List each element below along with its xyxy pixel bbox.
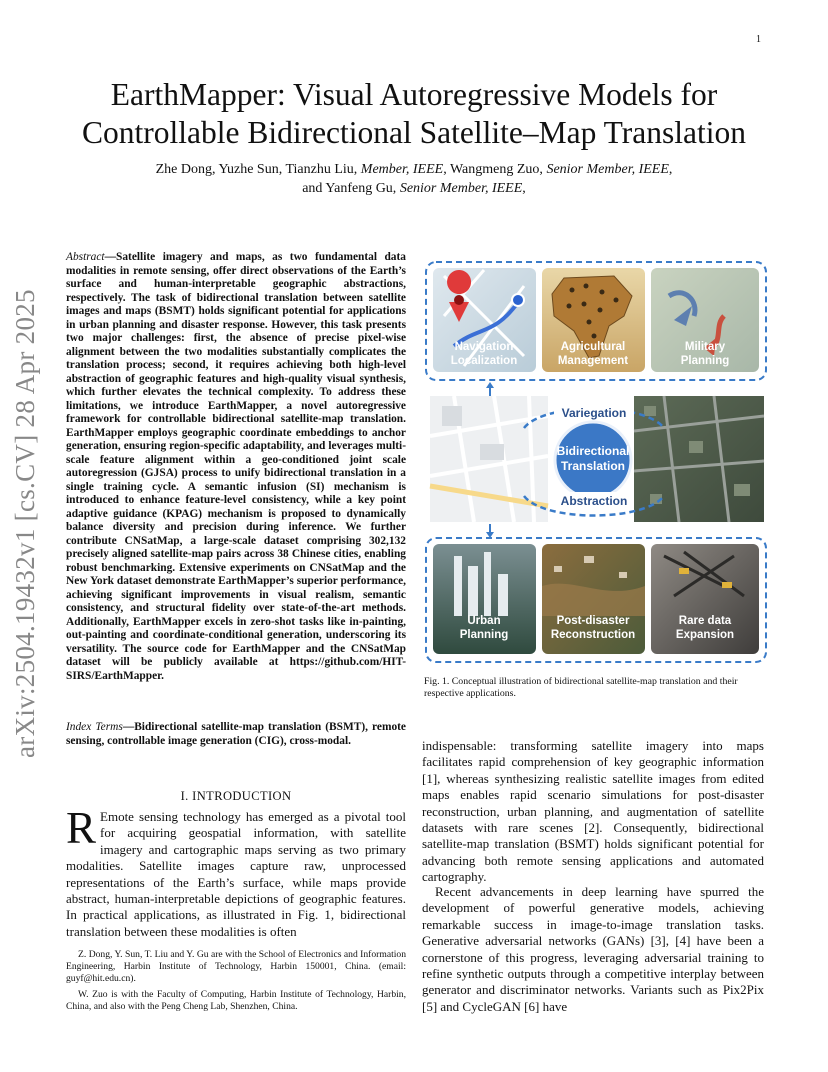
abstract-lead: Abstract [66,251,105,263]
center-satellite-tile [634,396,764,522]
figure-caption: Fig. 1. Conceptual illustration of bidirectional satellite-map translation and their respective applications. [424,676,738,699]
author-role: Senior Member, IEEE [399,181,523,196]
abstraction-label: Abstraction [560,494,628,508]
tile-label-line1: Navigation [454,341,514,353]
author-names-c: and Yanfeng Gu, [302,181,400,196]
intro-text: Emote sensing technology has emerged as a pivotal tool for acquiring geospatial information, with satellite imagery and cartographic maps serving as two primary modalities. Satellite images capture raw, unprocessed representations of the Earth’s surface, while maps provide abstract, human-interpretable depictions of geographic features. In practical applications, as illustrated in Fig. 1, bidirectional translation between these modalities is often [66,809,406,939]
tile-label-line1: Post-disaster [556,615,630,627]
title-line-1: EarthMapper: Visual Autoregressive Models for [110,77,718,112]
author-role: Member, IEEE [360,162,444,177]
tile-label-line1: Agricultural [560,341,626,353]
author-role: Senior Member, IEEE [546,162,669,177]
tile-label-line2: Planning [680,355,730,367]
arxiv-watermark: arXiv:2504.19432v1 [cs.CV] 28 Apr 2025 [10,289,40,758]
variegation-label: Variegation [561,406,627,420]
author-line-1 [60,160,768,179]
navigation-arrow-icon [512,294,524,306]
tile-label-line2: Management [557,355,629,367]
tile-label-line1: Rare data [678,615,732,627]
tile-navigation [433,268,536,372]
index-terms-lead: Index Terms [66,721,123,733]
tile-military [651,268,759,372]
author-list [60,160,768,198]
author-punct: , [522,181,526,196]
footnotes [66,949,406,1017]
tile-label-line1: Urban [467,615,501,627]
center-map-tile [430,396,548,522]
section-heading: I. INTRODUCTION [180,789,292,803]
right-column-paragraph-2: Recent advancements in deep learning have spurred the development of powerful generative models, achieving remarkable success in image-to-image translation tasks. Generative adversarial networks (GANs) [3], [4] have been a cornerstone of this progress, leveraging adversarial training to refine synthetic outputs through a competitive interplay between generator and discriminator networks. Variants such as Pix2Pix [5] and CycleGAN [6] have [422,884,764,1014]
tile-label-line2: Localization [450,355,518,367]
page-number: 1 [756,34,761,45]
right-column-paragraph-1: indispensable: transforming satellite imagery into maps facilitates rapid comprehension of key geographic information [1], whereas synthesizing realistic satellite images from edited maps enables rapid scenario simulations for post-disaster reconstruction, urban planning, and augmentation of satellite datasets with rare scenes [2]. Consequently, bidirectional satellite-map translation (BSMT) holds significant potential for advancing both remote sensing applications and automated cartography. [422,738,764,885]
index-terms-text: —Bidirectional satellite-map translation (BSMT), remote sensing, controllable image generation (CIG), cross-modal. [66,721,406,747]
core-label-line2: Translation [560,459,626,473]
drop-cap: R [66,803,97,853]
tile-label-line2: Expansion [675,629,735,641]
footnote-2: W. Zuo is with the Faculty of Computing, Harbin Institute of Technology, Harbin, China, and also with the Peng Cheng Lab, Shenzhen, China. [66,988,406,1012]
core-label-line1: Bidirectional [556,444,630,458]
tile-label-line2: Reconstruction [550,629,636,641]
tile-urban-planning [433,544,536,654]
tile-post-disaster [542,544,645,654]
figure-1 [424,256,770,666]
index-terms [66,721,406,748]
author-names-b: , Wangmeng Zuo, [443,162,547,177]
author-line-2 [60,179,768,198]
paper-title [40,76,788,152]
tile-label-line1: Military [684,341,726,353]
footnote-1: Z. Dong, Y. Sun, T. Liu and Y. Gu are with the School of Electronics and Information Engineering, Harbin Institute of Technology, Harbin 150001, China. (email: guyf@hit.edu.cn). [66,949,406,984]
author-names-a: Zhe Dong, Yuzhe Sun, Tianzhu Liu, [155,162,361,177]
tile-agricultural [542,268,645,372]
abstract [66,251,406,684]
intro-paragraph [66,803,406,940]
author-punct: , [668,162,673,177]
tile-rare-data [651,544,759,654]
tile-label-line2: Planning [459,629,509,641]
abstract-text: —Satellite imagery and maps, as two fundamental data modalities in remote sensing, offer direct observations of the Earth’s surface and human-interpretable geographic abstractions, respectively. The task of bidirectional translation between satellite images and maps (BSMT) holds significant potential for applications in urban planning and disaster response. However, this task presents two major challenges: first, the absence of precise pixel-wise alignment between the two modalities substantially complicates the translation process; second, it requires achieving both high-level abstraction of geographic features and high-quality visual synthesis, which further elevates the technical complexity. To address these limitations, we introduce EarthMapper, a novel autoregressive framework for controllable bidirectional satellite-map translation. EarthMapper employs geographic coordinate embeddings to anchor generation, ensuring region-specific adaptability, and leverages multi-scale feature alignment within a geo-conditioned joint scale autoregression (GJSA) process to unify bidirectional translation in a single training cycle. A semantic infusion (SI) mechanism is introduced to enhance feature-level consistency, while a key point adaptive guidance (KPAG) mechanism is proposed to dynamically balance diversity and precision during inference. We further contribute CNSatMap, a large-scale dataset comprising 302,132 precisely aligned satellite-map pairs across 38 Chinese cities, enabling robust benchmarking. Extensive experiments on CNSatMap and the New York dataset demonstrate EarthMapper’s superior performance, achieving significant improvements in visual realism, semantic consistency, and structural fidelity over state-of-the-art methods. Additionally, EarthMapper excels in zero-shot tasks like in-painting, out-painting and coordinate-conditional generation, underscoring its versatility. The source code for EarthMapper and the CNSatMap dataset will be publicly available at https://github.com/HIT-SIRS/EarthMapper. [66,251,406,682]
title-line-2: Controllable Bidirectional Satellite–Map Translation [81,115,747,150]
